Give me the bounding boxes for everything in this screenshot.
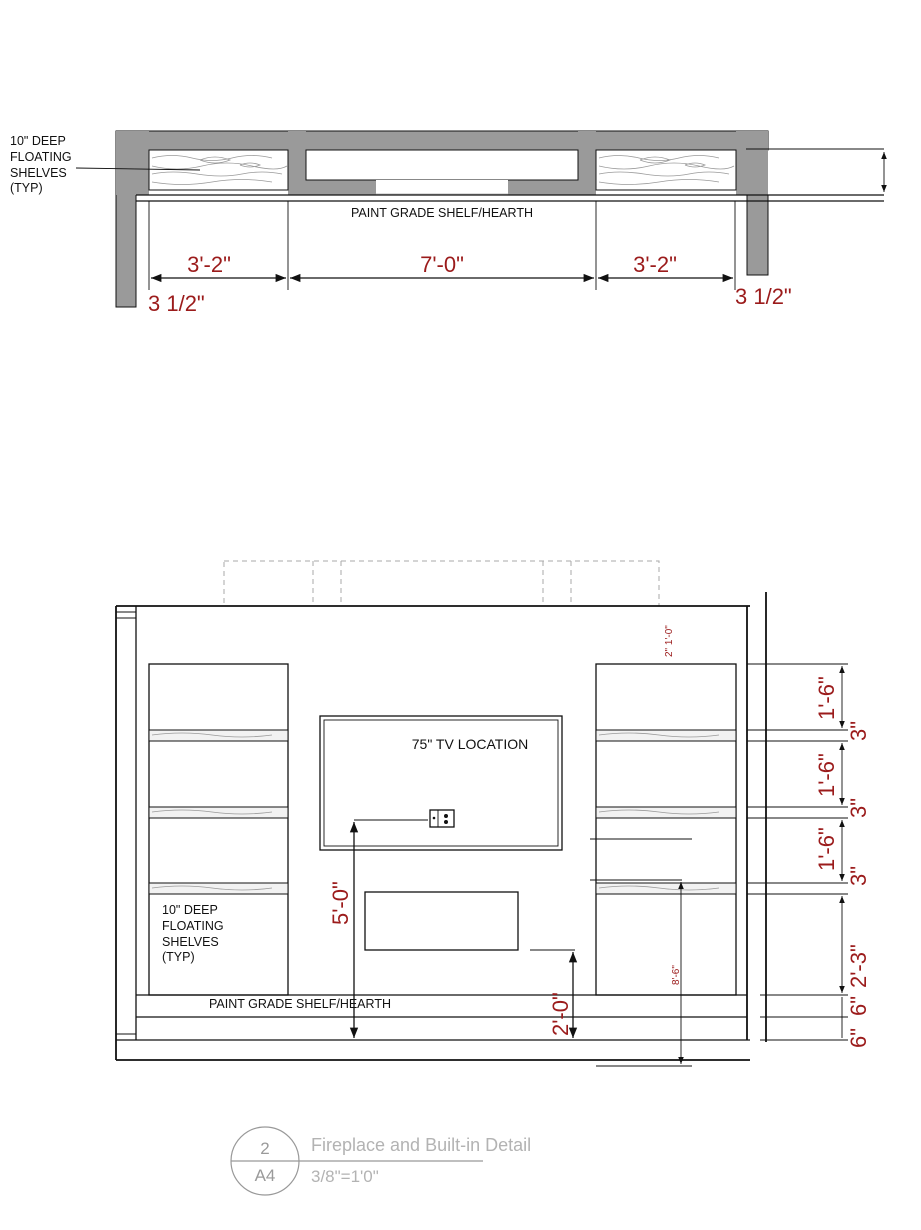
sheet-number: A4 (254, 1166, 276, 1185)
elev-shelves-label-4: (TYP) (162, 950, 195, 964)
firebox (365, 892, 518, 950)
plan-dim-left: 3'-2" (187, 252, 231, 277)
elev-shelves-label-2: FLOATING (162, 919, 224, 933)
dim-tv-height: 5'-0" (328, 881, 353, 925)
dim-top-small: 2" 1'-0" (664, 625, 675, 657)
detail-title: Fireplace and Built-in Detail (311, 1135, 532, 1155)
detail-number: 2 (260, 1139, 270, 1158)
plan-shelves-label-2: FLOATING (10, 150, 72, 164)
right-dim-4: 3" (846, 797, 871, 818)
right-dim-1: 1'-6" (814, 676, 839, 720)
elev-shelves-label-1: 10" DEEP (162, 903, 218, 917)
plan-dim-wall-left: 3 1/2" (148, 291, 205, 316)
plan-dim-wall-right: 3 1/2" (735, 284, 792, 309)
plan-hearth (136, 195, 884, 201)
plan-dim-center: 7'-0" (420, 252, 464, 277)
plan-hearth-label: PAINT GRADE SHELF/HEARTH (351, 206, 533, 220)
built-in-right (596, 664, 736, 995)
plan-dim-right: 3'-2" (633, 252, 677, 277)
elevation-view (116, 561, 871, 1066)
right-dim-2: 3" (846, 720, 871, 741)
title-block (231, 1127, 531, 1195)
detail-scale: 3/8"=1'0" (311, 1167, 379, 1186)
right-dim-6: 3" (846, 865, 871, 886)
outlet-icon (430, 810, 454, 827)
right-dim-8: 6" (846, 995, 871, 1016)
plan-shelves-label-1: 10" DEEP (10, 134, 66, 148)
elev-hearth-label: PAINT GRADE SHELF/HEARTH (209, 997, 391, 1011)
dim-overall-small: 8'-6" (671, 965, 682, 985)
right-dim-9: 6" (846, 1027, 871, 1048)
right-dim-3: 1'-6" (814, 753, 839, 797)
ceiling-dashed-outline (224, 561, 659, 606)
elev-shelves-label-3: SHELVES (162, 935, 219, 949)
plan-shelf-right (596, 150, 736, 190)
plan-shelves-label-4: (TYP) (10, 181, 43, 195)
plan-shelves-label-3: SHELVES (10, 166, 67, 180)
plan-view (10, 131, 884, 316)
tv-location-label: 75" TV LOCATION (411, 736, 529, 752)
right-dim-7: 2'-3" (846, 944, 871, 988)
right-dim-5: 1'-6" (814, 827, 839, 871)
dim-hearth-height: 2'-0" (548, 992, 573, 1036)
plan-shelf-left (149, 150, 288, 190)
